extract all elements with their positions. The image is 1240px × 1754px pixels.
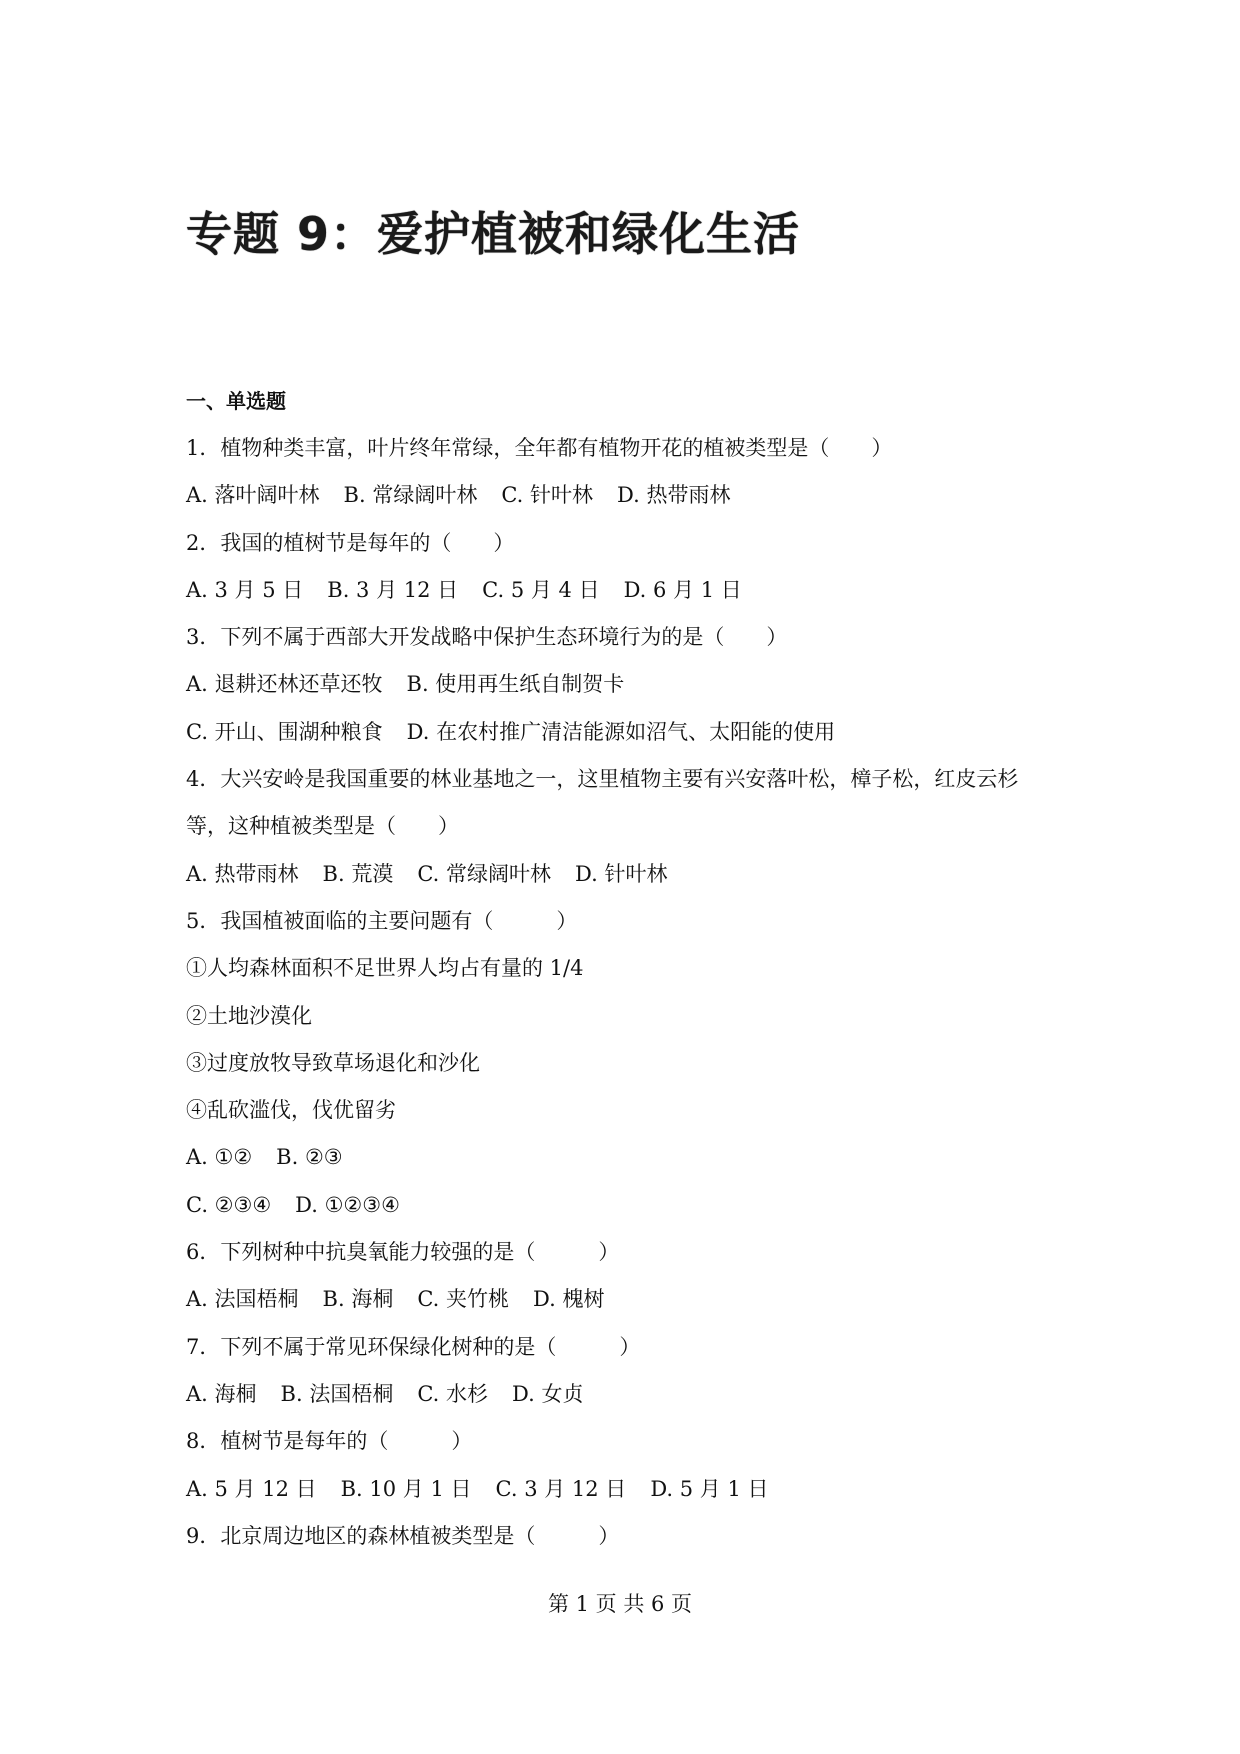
answer-option: C. 常绿阔叶林 (417, 861, 551, 886)
answer-option: D. 在农村推广清洁能源如沼气、太阳能的使用 (406, 719, 836, 744)
question-text-line: ④乱砍滥伐，伐优留劣 (186, 1098, 396, 1123)
answer-option: C. 3 月 12 日 (495, 1476, 627, 1501)
answer-option: B. ②③ (276, 1145, 343, 1170)
answer-option: B. 3 月 12 日 (327, 577, 459, 602)
answer-option: C. 开山、围湖种粮食 (186, 719, 383, 744)
answer-option: A. 3 月 5 日 (186, 577, 304, 602)
answer-option: B. 常绿阔叶林 (343, 483, 478, 508)
answer-option: D. 槐树 (533, 1287, 605, 1312)
answer-option: D. 6 月 1 日 (623, 577, 742, 602)
page-title: 专题 9：爱护植被和绿化生活 (186, 207, 801, 261)
answer-option: D. 热带雨林 (617, 483, 731, 508)
question-list (186, 425, 1066, 1560)
answer-option: A. 5 月 12 日 (186, 1476, 317, 1501)
question-text-line: ③过度放牧导致草场退化和沙化 (186, 1050, 480, 1075)
options-row (186, 1371, 1066, 1418)
options-row (186, 1182, 1066, 1229)
answer-option: A. 法国梧桐 (186, 1287, 299, 1312)
options-row (186, 472, 1066, 519)
answer-option: C. ②③④ (186, 1192, 272, 1217)
question-stem: 5．我国植被面临的主要问题有（ ） (186, 908, 578, 933)
section-heading: 一、单选题 (186, 389, 286, 413)
options-row (186, 1466, 1066, 1513)
answer-option: B. 10 月 1 日 (340, 1476, 472, 1501)
question-stem: 3．下列不属于西部大开发战略中保护生态环境行为的是（ ） (186, 625, 788, 650)
answer-option: A. 退耕还林还草还牧 (186, 672, 383, 697)
options-row (186, 567, 1066, 614)
answer-option: C. 5 月 4 日 (482, 577, 600, 602)
answer-option: C. 夹竹桃 (417, 1287, 509, 1312)
page-footer: 第 1 页 共 6 页 (547, 1592, 693, 1616)
answer-option: B. 海桐 (322, 1287, 394, 1312)
answer-option: A. 热带雨林 (186, 861, 299, 886)
options-row (186, 709, 1066, 756)
question-stem: 4．大兴安岭是我国重要的林业基地之一，这里植物主要有兴安落叶松，樟子松，红皮云杉 (186, 767, 1019, 792)
question-stem: 2．我国的植树节是每年的（ ） (186, 530, 515, 555)
answer-option: B. 荒漠 (322, 861, 394, 886)
answer-option: A. ①② (186, 1145, 253, 1170)
question-text-line: 等，这种植被类型是（ ） (186, 814, 459, 839)
options-row (186, 851, 1066, 898)
answer-option: C. 水杉 (417, 1381, 488, 1406)
options-row (186, 1276, 1066, 1323)
options-row (186, 661, 1066, 708)
options-row (186, 1134, 1066, 1181)
answer-option: B. 法国梧桐 (280, 1381, 394, 1406)
question-stem: 9．北京周边地区的森林植被类型是（ ） (186, 1523, 620, 1548)
answer-option: C. 针叶林 (501, 483, 593, 508)
question-stem: 1．植物种类丰富，叶片终年常绿，全年都有植物开花的植被类型是（ ） (186, 436, 893, 460)
question-text-line: ②土地沙漠化 (186, 1003, 312, 1028)
answer-option: A. 落叶阔叶林 (186, 483, 320, 508)
answer-option: D. 5 月 1 日 (650, 1476, 769, 1501)
answer-option: D. ①②③④ (295, 1192, 400, 1217)
question-stem: 6．下列树种中抗臭氧能力较强的是（ ） (186, 1240, 620, 1265)
answer-option: D. 女贞 (512, 1381, 584, 1406)
answer-option: A. 海桐 (186, 1381, 257, 1406)
question-stem: 7．下列不属于常见环保绿化树种的是（ ） (186, 1334, 641, 1359)
question-text-line: ①人均森林面积不足世界人均占有量的 1/4 (186, 956, 584, 981)
answer-option: D. 针叶林 (575, 861, 668, 886)
answer-option: B. 使用再生纸自制贺卡 (406, 672, 625, 697)
question-stem: 8．植树节是每年的（ ） (186, 1429, 473, 1454)
